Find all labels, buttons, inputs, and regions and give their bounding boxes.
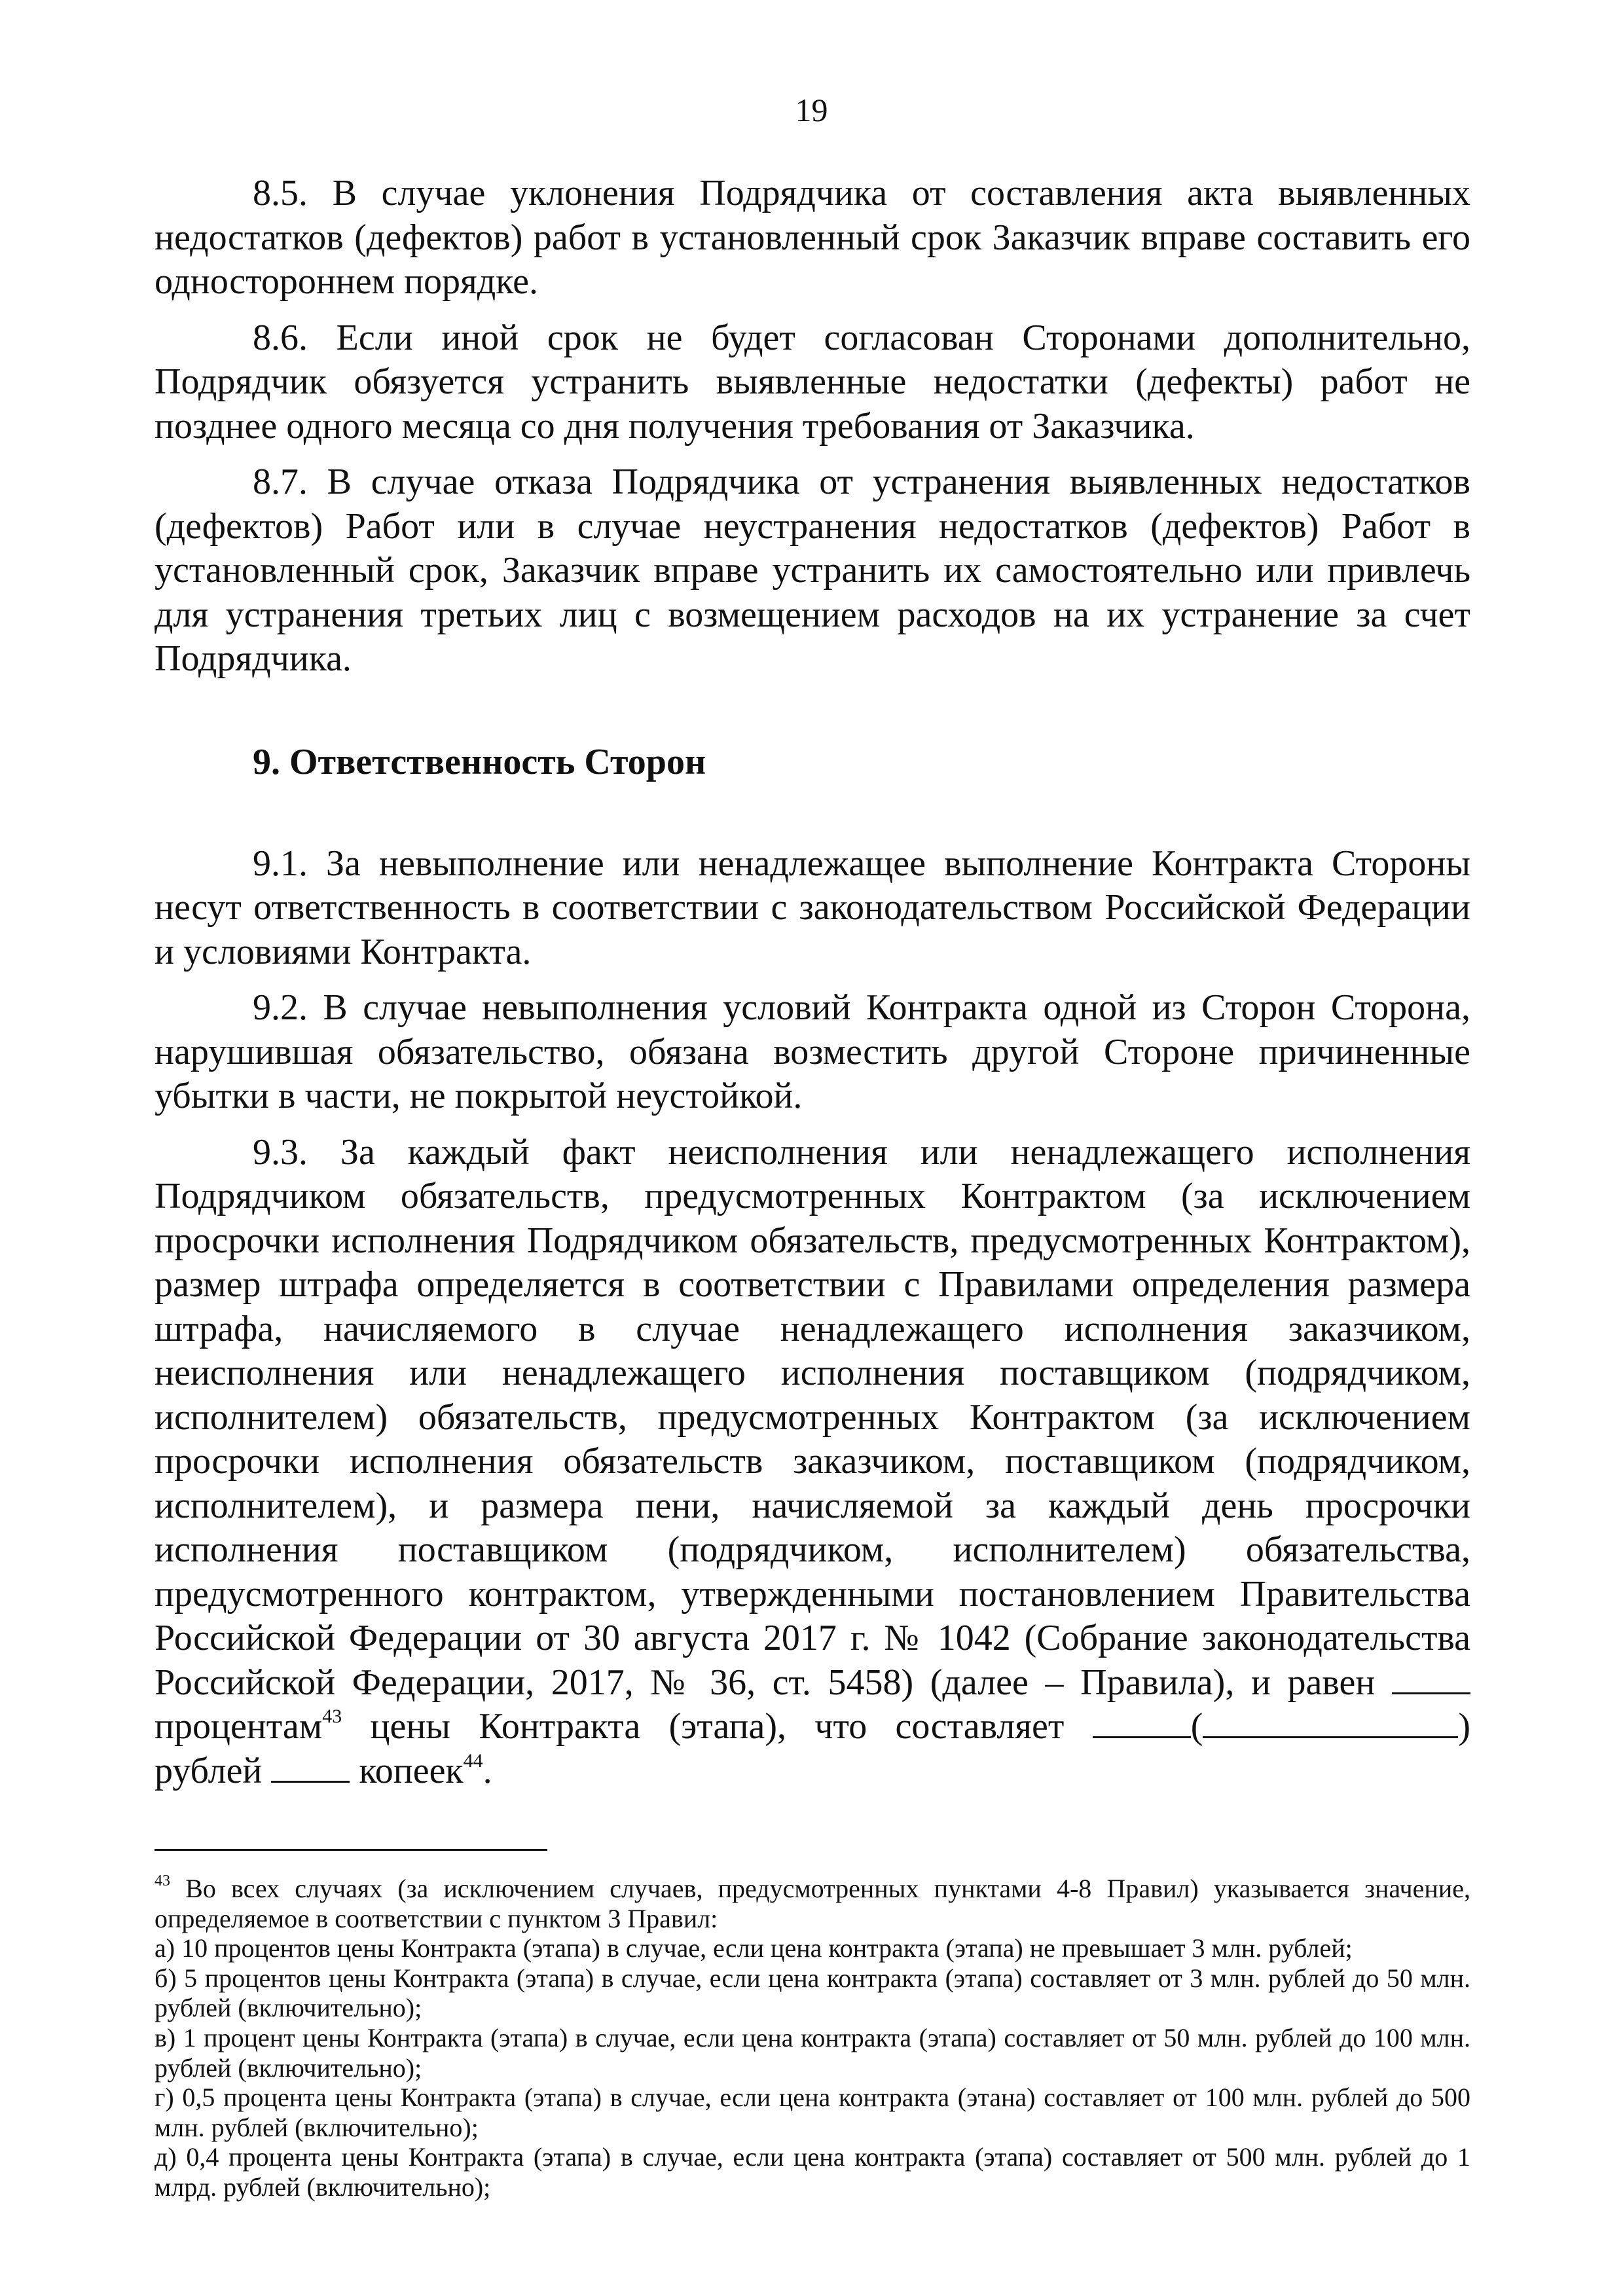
price-text: цены Контракта (этапа), что составляет bbox=[370, 1706, 1065, 1747]
percent-blank bbox=[1392, 1662, 1470, 1694]
sentence-end: . bbox=[483, 1750, 492, 1791]
footnotes bbox=[155, 1874, 1470, 2202]
footnote-item-a: а) 10 процентов цены Контракта (этапа) в случае, если цена контракта (этапа) не превышает 3 млн. рублей; bbox=[155, 1933, 1353, 1963]
paragraph-8-5: 8.5. В случае уклонения Подрядчика от составления акта выявленных недостатков (дефектов) работ в установленный срок Заказчик вправе составить его одностороннем порядке. bbox=[155, 173, 1470, 302]
amount-blank bbox=[1093, 1706, 1191, 1738]
footnote-item-d: д) 0,4 процента цены Контракта (этапа) в случае, если цена контракта (этапа) составляет от 500 млн. рублей до 1 млрд. рублей (включительно); bbox=[155, 2142, 1470, 2202]
paragraph-9-3 bbox=[155, 1131, 1470, 1794]
document-body bbox=[155, 172, 1470, 1805]
paragraph-9-3-text: 9.3. За каждый факт неисполнения или ненадлежащего исполнения Подрядчиком обязательств, предусмотренных Контрактом (за исключением просрочки исполнения Подрядчиком обязательств, предусмотренных Контрактом), размер штрафа определяется в соответствии с Правилами определения размера штрафа, начисляемого в случае ненадлежащего исполнения заказчиком, неисполнения или ненадлежащего исполнения поставщиком (подрядчиком, исполнителем) обязательств, предусмотренных Контрактом (за исключением просрочки исполнения обязательств заказчиком, поставщиком (подрядчиком, исполнителем), и размера пени, начисляемой за каждый день просрочки исполнения поставщиком (подрядчиком, исполнителем) обязательства, предусмотренного контрактом, утвержденными постановлением Правительства Российской Федерации от 30 августа 2017 г. № 1042 (Собрание законодательства Российской Федерации, 2017, № 36, ст. 5458) (далее – Правила), и равен bbox=[155, 1131, 1470, 1703]
footnote-43 bbox=[155, 1874, 1470, 1933]
percent-word: процентам bbox=[155, 1706, 323, 1747]
amount-words-blank bbox=[1203, 1706, 1458, 1738]
page-number: 19 bbox=[795, 92, 828, 128]
paragraph-8-7: 8.7. В случае отказа Подрядчика от устранения выявленных недостатков (дефектов) Работ или в случае неустранения недостатков (дефектов) Работ в установленный срок, Заказчик вправе устранить их самостоятельно или привлечь для устранения третьих лиц с возмещением расходов на их устранение за счет Подрядчика. bbox=[155, 462, 1470, 679]
footnote-number: 43 bbox=[155, 1872, 170, 1889]
paragraph-9-1: 9.1. За невыполнение или ненадлежащее выполнение Контракта Стороны несут ответственность в соответствии с законодательством Российской Федерации и условиями Контракта. bbox=[155, 843, 1470, 972]
rubles-word: ) рублей bbox=[155, 1706, 1471, 1791]
paragraph-9-2: 9.2. В случае невыполнения условий Контракта одной из Сторон Сторона, нарушившая обязательство, обязана возместить другой Стороне причиненные убытки в части, не покрытой неустойкой. bbox=[155, 987, 1470, 1116]
footnote-ref-44: 44 bbox=[463, 1749, 483, 1772]
footnote-intro: Во всех случаях (за исключением случаев, предусмотренных пунктами 4-8 Правил) указывается значение, определяемое в соответствии с пунктом 3 Правил: bbox=[155, 1874, 1470, 1933]
kopecks-word: копеек bbox=[359, 1750, 464, 1791]
footnote-item-v: в) 1 процент цены Контракта (этапа) в случае, если цена контракта (этапа) составляет от 50 млн. рублей до 100 млн. рублей (включительно); bbox=[155, 2022, 1470, 2083]
section-title: 9. Ответственность Сторон bbox=[253, 741, 706, 782]
paren-open: ( bbox=[1190, 1706, 1203, 1747]
paragraph-8-6: 8.6. Если иной срок не будет согласован Сторонами дополнительно, Подрядчик обязуется устранить выявленные недостатки (дефекты) работ не позднее одного месяца со дня получения требования от Заказчика. bbox=[155, 317, 1470, 446]
footnote-ref-43: 43 bbox=[322, 1705, 342, 1727]
footnote-divider bbox=[155, 1849, 547, 1851]
footnote-item-b: б) 5 процентов цены Контракта (этапа) в случае, если цена контракта (этапа) составляет от 3 млн. рублей до 50 млн. рублей (включительно); bbox=[155, 1963, 1470, 2023]
kopecks-blank bbox=[271, 1751, 350, 1783]
footnote-item-g: г) 0,5 процента цены Контракта (этапа) в случае, если цена контракта (этана) составляет от 100 млн. рублей до 500 млн. рублей (включительно); bbox=[155, 2083, 1470, 2142]
